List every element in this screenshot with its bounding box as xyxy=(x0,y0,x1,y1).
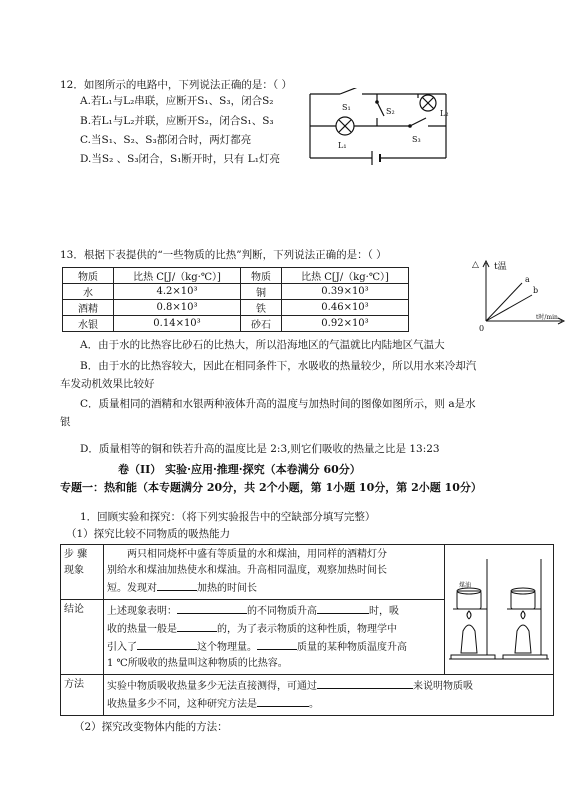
origin-label: 0 xyxy=(479,324,485,333)
apparatus-figure xyxy=(445,547,553,667)
experiment-intro: 1．回顾实验和探究：（将下列实验报告中的空缺部分填写完整） xyxy=(80,511,376,523)
experiment-sub1: （1）探究比较不同物质的吸热能力 xyxy=(66,528,231,540)
table-cell: 酒精 xyxy=(63,300,114,316)
blank-field[interactable] xyxy=(137,638,197,650)
blank-field[interactable] xyxy=(257,695,309,707)
label-l2: L₂ xyxy=(440,109,449,118)
steps-cell: 两只相同烧杯中盛有等质量的水和煤油，用同样的酒精灯分 别给水和煤油加热使水和煤油。升高相同温度，观察加热时间长 短。发现对 加热的时间长 xyxy=(104,545,445,600)
beaker-label: 煤油 xyxy=(459,581,472,589)
row-header-method: 方法 xyxy=(61,675,104,716)
table-cell: 4.2×10³ xyxy=(114,284,241,300)
label-s2: S₂ xyxy=(386,107,395,116)
table-cell: 0.92×10³ xyxy=(282,316,409,332)
circuit-diagram xyxy=(300,88,455,170)
blank-field[interactable] xyxy=(157,579,197,591)
q13-option-a: A．由于水的比热容比砂石的比热大，所以沿海地区的气温就比内陆地区气温大 xyxy=(80,339,445,351)
table-cell: 0.8×10³ xyxy=(114,300,241,316)
q13-option-c-line1: C．质量相同的酒精和水银两种液体升高的温度与加热时间的图像如图所示，则 a是水 xyxy=(80,398,476,410)
section-title: 卷（II） 实验·应用·推理·探究（本卷满分 60分） xyxy=(118,463,361,476)
table-cell: 铁 xyxy=(241,300,282,316)
blank-field[interactable] xyxy=(317,602,369,614)
table-cell: 水银 xyxy=(63,316,114,332)
line-b-label: b xyxy=(533,286,539,295)
s2-contact-dot xyxy=(375,100,379,104)
table-header: 比热 C[J/（kg·℃）] xyxy=(282,268,409,284)
apparatus-figure-cell xyxy=(445,545,554,675)
q12-stem: 12．如图所示的电路中，下列说法正确的是：（ ） xyxy=(60,79,292,91)
temperature-time-graph xyxy=(470,255,570,333)
blank-field[interactable] xyxy=(177,602,247,614)
table-header: 物质 xyxy=(63,268,114,284)
q13-option-b-line2: 车发动机效果比较好 xyxy=(60,378,155,390)
experiment-sub2: （2）探究改变物体内能的方法： xyxy=(74,721,228,733)
method-cell: 实验中物质吸收热量多少无法直接测得，可通过 来说明物质吸 收热量多少不同，这种研究方法是 。 xyxy=(104,675,554,716)
conclusion-cell: 上述现象表明： 的不同物质升高 时，吸 收的热量一般是 的，为了表示物质的这种性质，物理学中 引入了 这个物理量。 质量的某种物质温度升高 1 ℃所吸收的热量叫这种物质的比热容。 xyxy=(104,600,445,675)
experiment-report-table xyxy=(60,544,554,716)
table-cell: 0.39×10³ xyxy=(282,284,409,300)
q12-option-b: B.若L₁与L₂并联，应断开S₂，闭合S₁、S₃ xyxy=(80,115,274,127)
row-header-steps: 步 骤 现象 xyxy=(61,545,104,600)
specific-heat-table xyxy=(62,267,409,332)
table-cell: 0.14×10³ xyxy=(114,316,241,332)
s3-contact-dot xyxy=(408,124,412,128)
table-cell: 0.46×10³ xyxy=(282,300,409,316)
label-l1: L₁ xyxy=(338,141,347,150)
row-header-conclusion: 结论 xyxy=(61,600,104,675)
table-header: 物质 xyxy=(241,268,282,284)
q13-option-b-line1: B．由于水的比热容较大，因此在相同条件下，水吸收的热量较少，所以用水来冷却汽 xyxy=(80,360,477,372)
blank-field[interactable] xyxy=(177,620,217,632)
line-a-label: a xyxy=(525,275,530,284)
q12-option-d: D.当S₂ 、S₃闭合，S₁断开时，只有 L₁灯亮 xyxy=(80,153,280,165)
label-s3: S₃ xyxy=(412,135,421,144)
table-cell: 水 xyxy=(63,284,114,300)
label-s1: S₁ xyxy=(342,103,351,112)
table-cell: 铜 xyxy=(241,284,282,300)
q13-option-d: D．质量相等的铜和铁若升高的温度比是 2:3,则它们吸收的热量之比是 13:23 xyxy=(80,443,440,455)
table-cell: 砂石 xyxy=(241,316,282,332)
q12-option-a: A.若L₁与L₂串联，应断开S₁、S₃，闭合S₂ xyxy=(80,95,274,107)
topic-heading: 专题一：热和能（本专题满分 20分，共 2个小题，第 1小题 10分，第 2小题 10分） xyxy=(60,481,482,494)
y-axis-label: t温 xyxy=(494,262,507,272)
blank-field[interactable] xyxy=(317,677,413,689)
q12-option-c: C.当S₁、S₂、S₃都闭合时，两灯都亮 xyxy=(80,134,252,146)
blank-field[interactable] xyxy=(257,638,297,650)
x-axis-label: t时/min xyxy=(536,314,558,321)
q13-option-c-line2: 银 xyxy=(60,416,71,428)
table-header: 比热 C[J/（kg·℃）] xyxy=(114,268,241,284)
line-b xyxy=(486,295,532,321)
delta-symbol: △ xyxy=(472,260,479,270)
q13-stem: 13．根据下表提供的“一些物质的比热”判断，下列说法正确的是：（ ） xyxy=(60,249,387,261)
line-a xyxy=(486,283,522,321)
